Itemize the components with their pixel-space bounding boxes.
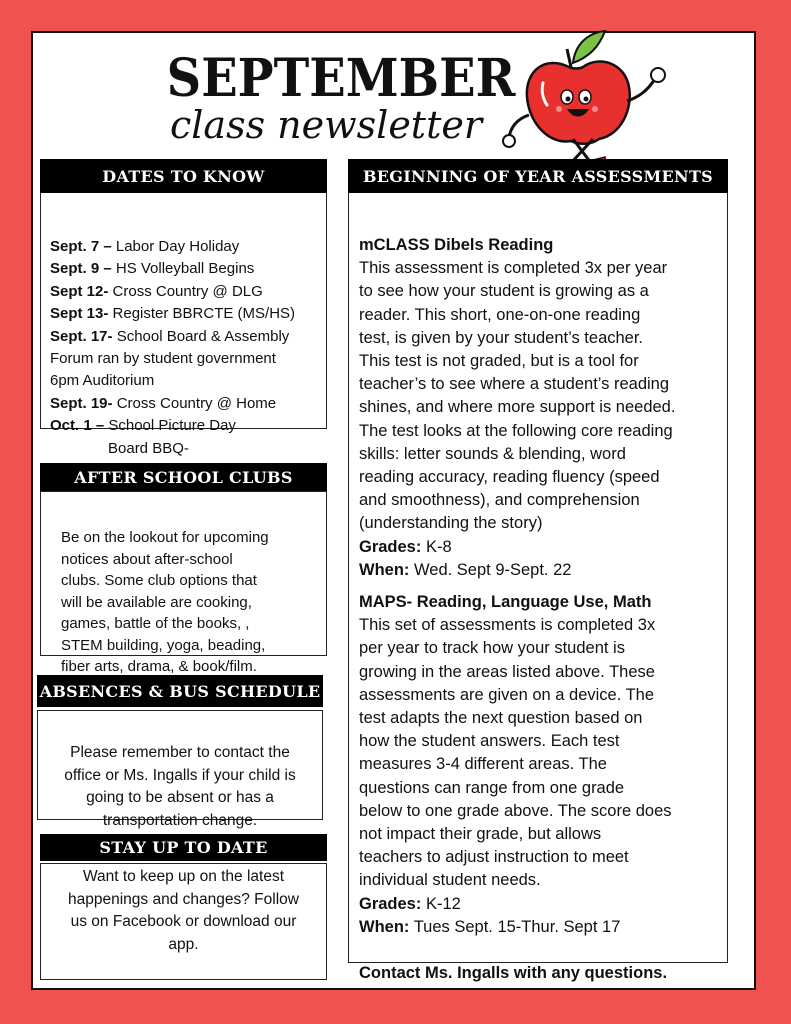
date-item: Sept. 7 – Labor Day Holiday bbox=[50, 238, 240, 255]
dibels-line: reader. This short, one-on-one reading bbox=[359, 305, 641, 324]
stay-line: us on Facebook or download our bbox=[70, 913, 297, 930]
maps-line: below to one grade above. The score does bbox=[359, 801, 672, 820]
maps-line: test adapts the next question based on bbox=[359, 709, 643, 728]
absences-line: transportation change. bbox=[102, 811, 258, 829]
page-subtitle: class newsletter bbox=[170, 103, 482, 147]
date-item: Sept. 9 – HS Volleyball Begins bbox=[50, 260, 255, 278]
maps-line: not impact their grade, but allows bbox=[359, 825, 602, 844]
contact-line: Contact Ms. Ingalls with any questions. bbox=[359, 964, 668, 983]
clubs-line: will be available are cooking, bbox=[61, 593, 252, 611]
date-item-extra: Board BBQ- bbox=[108, 439, 189, 457]
assessments-heading: BEGINNING OF YEAR ASSESSMENTS bbox=[348, 159, 728, 193]
date-item: Sept. 17- School Board & Assembly bbox=[50, 327, 290, 345]
maps-grades: Grades: K-12 bbox=[359, 894, 461, 913]
maps-when: When: Tues Sept. 15-Thur. Sept 17 bbox=[359, 917, 621, 936]
dibels-line: This test is not graded, but is a tool for bbox=[359, 352, 639, 371]
dibels-line: This assessment is completed 3x per year bbox=[359, 259, 668, 278]
absences-line: going to be absent or has a bbox=[86, 789, 274, 806]
date-item: Sept 12- Cross Country @ DLG bbox=[50, 282, 263, 300]
dibels-title: mCLASS Dibels Reading bbox=[359, 236, 554, 254]
maps-line: assessments are given on a device. The bbox=[359, 685, 655, 704]
absences-line: office or Ms. Ingalls if your child is bbox=[64, 766, 296, 784]
clubs-line: games, battle of the books, , bbox=[61, 615, 250, 632]
dibels-line: The test looks at the following core reading bbox=[359, 421, 673, 440]
stay-heading: STAY UP TO DATE bbox=[40, 834, 327, 861]
stay-line: happenings and changes? Follow bbox=[68, 890, 299, 908]
maps-line: questions can range from one grade bbox=[359, 778, 625, 797]
dibels-line: shines, and where more support is needed. bbox=[359, 398, 676, 417]
dates-to-know-box bbox=[40, 190, 327, 457]
stay-line: Want to keep up on the latest bbox=[82, 868, 285, 885]
maps-line: per year to track how your student is bbox=[359, 639, 625, 658]
clubs-line: clubs. Some club options that bbox=[61, 572, 257, 589]
page-title: SEPTEMBER bbox=[166, 48, 516, 109]
clubs-heading: AFTER SCHOOL CLUBS bbox=[40, 463, 327, 491]
clubs-line: fiber arts, drama, & book/film. bbox=[61, 658, 257, 675]
maps-line: how the student answers. Each test bbox=[359, 732, 620, 751]
absences-heading: ABSENCES & BUS SCHEDULE bbox=[37, 675, 323, 707]
maps-line: growing in the areas listed above. These bbox=[359, 662, 655, 681]
assessments-box bbox=[348, 190, 728, 983]
maps-line: measures 3-4 different areas. The bbox=[359, 755, 607, 774]
dates-heading: DATES TO KNOW bbox=[40, 159, 327, 193]
stay-up-to-date-box bbox=[40, 863, 327, 980]
dibels-line: to see how your student is growing as a bbox=[359, 282, 649, 301]
dibels-grades: Grades: K-8 bbox=[359, 537, 452, 556]
clubs-line: STEM building, yoga, beading, bbox=[61, 636, 266, 654]
dibels-line: skills: letter sounds & blending, word bbox=[359, 444, 626, 463]
maps-title: MAPS- Reading, Language Use, Math bbox=[359, 593, 652, 612]
date-item: Sept 13- Register BBRCTE (MS/HS) bbox=[50, 305, 296, 323]
date-item-continued: 6pm Auditorium bbox=[50, 372, 155, 390]
apple-mascot-icon bbox=[495, 27, 675, 167]
maps-line: individual student needs. bbox=[359, 871, 541, 890]
dibels-line: teacher’s to see where a student’s reading bbox=[359, 375, 670, 394]
clubs-line: notices about after-school bbox=[61, 550, 233, 568]
dibels-line: (understanding the story) bbox=[359, 514, 543, 533]
maps-line: This set of assessments is completed 3x bbox=[359, 616, 656, 635]
dibels-line: reading accuracy, reading fluency (speed bbox=[359, 468, 660, 487]
stay-line: app. bbox=[168, 935, 199, 953]
date-item-continued: Forum ran by student government bbox=[50, 350, 276, 368]
newsletter-page bbox=[31, 31, 756, 990]
dibels-line: test, is given by your student’s teacher. bbox=[359, 328, 644, 347]
clubs-line: Be on the lookout for upcoming bbox=[61, 529, 269, 546]
date-item: Sept. 19- Cross Country @ Home bbox=[50, 394, 277, 412]
date-item: Oct. 1 – School Picture Day bbox=[50, 417, 236, 435]
after-school-clubs-box bbox=[40, 491, 327, 675]
absences-box bbox=[37, 710, 323, 829]
dibels-when: When: Wed. Sept 9-Sept. 22 bbox=[359, 560, 572, 579]
maps-line: teachers to adjust instruction to meet bbox=[359, 848, 629, 867]
absences-line: Please remember to contact the bbox=[70, 744, 290, 761]
dibels-line: and smoothness), and comprehension bbox=[359, 491, 640, 510]
